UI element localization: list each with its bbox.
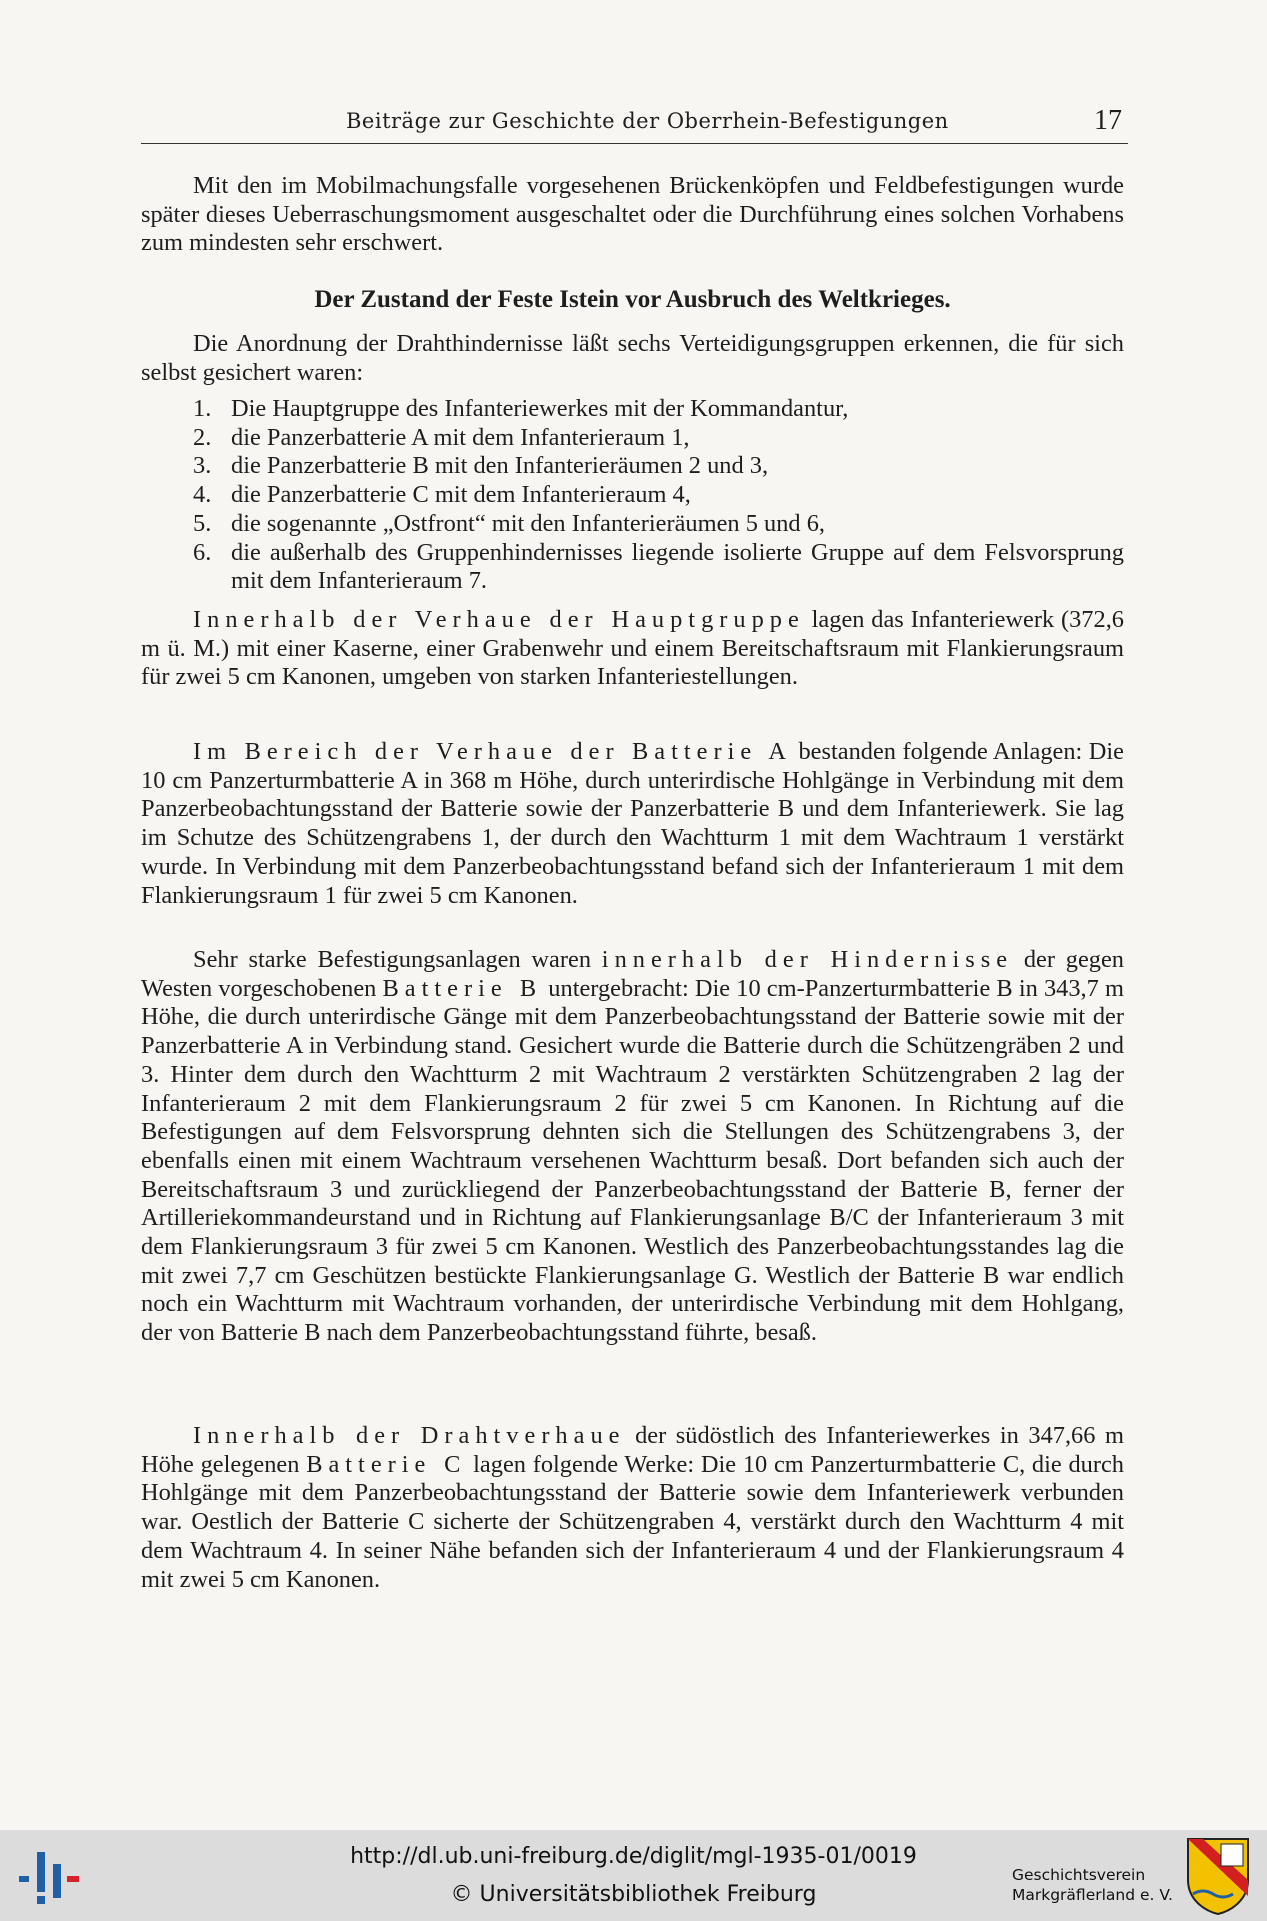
list-item — [141, 539, 1124, 596]
list-number: 5. — [193, 509, 212, 537]
list-text: die Panzerbatterie B mit den Infanterieräumen 2 und 3, — [231, 452, 769, 480]
list-text: die Panzerbatterie C mit dem Infanterieraum 4, — [231, 481, 691, 509]
spaced-emphasis: Im Bereich der Verhaue der Batterie A — [193, 738, 792, 765]
paragraph-battery-c-text — [141, 1422, 1124, 1594]
list-text: Die Hauptgruppe des Infanteriewerkes mit der Kommandantur, — [231, 395, 849, 422]
spaced-emphasis: Innerhalb der Drahtverhaue — [193, 1422, 626, 1449]
society-name — [1012, 1865, 1212, 1905]
list-item — [141, 424, 1124, 453]
paragraph-text: lagen das Infanteriewerk (372,6 m ü. M.) mit einer Kaserne, einer Grabenwehr und einem Bereitschaftsraum mit Flankierungsraum für zwei 5 cm Kanonen, umgeben von starken Infanteriestellungen. — [141, 606, 1124, 691]
spaced-emphasis: innerhalb der Hindernisse — [601, 946, 1014, 973]
spaced-emphasis: Innerhalb der Verhaue der Hauptgruppe — [193, 606, 805, 633]
running-header — [141, 103, 1128, 144]
spaced-emphasis: Batterie C — [306, 1450, 467, 1478]
paragraph-text: untergebracht: Die 10 cm-Panzerturmbatterie B in 343,7 m Höhe, die durch unterirdische Gänge mit dem Panzerbeobachtungsstand der Batterie sowie mit der Panzerbatterie A in Verbindung stand. Gesichert wurde die Batterie durch die Schützengräben 2 und 3. Hinter dem durch den Wachtturm 2 mit Wachtraum 2 verstärkten Schützengraben 2 lag der Infanterieraum 2 mit dem Flankierungsraum 2 für zwei 5 cm Kanonen. In Richtung auf die Befestigungen auf dem Felsvorsprung dehnten sich die Stellungen des Schützengrabens 3, der ebenfalls einen mit einem Wachtraum versehenen Wachtturm besaß. Dort befanden sich auch der Bereitschaftsraum 3 und zurückliegend der Panzerbeobachtungsstand der Batterie B, ferner der Artilleriekommandeurstand und in Richtung auf Flankierungsanlage B/C der Infanterieraum 3 mit dem Flankierungsraum 3 für zwei 5 cm Kanonen. Westlich des Panzerbeobachtungsstandes lag die mit zwei 7,7 cm Geschützen bestückte Flankierungsanlage G. Westlich der Batterie B war endlich noch ein Wachtturm mit Wachtraum vorhanden, der unterirdische Verbindung mit dem Hohlgang, der von Batterie B nach dem Panzerbeobachtungsstand führte, besaß. — [141, 974, 1124, 1347]
paragraph-text: der südöstlich des Infanteriewerkes in 347,66 m Höhe gelegenen — [141, 1422, 1125, 1478]
lead-paragraph-text: Die Anordnung der Drahthindernisse läßt sechs Verteidigungsgruppen erkennen, die für sich selbst gesichert waren: — [141, 330, 1124, 386]
spaced-emphasis: Batterie B — [382, 974, 543, 1002]
section-heading: Der Zustand der Feste Istein vor Ausbruch des Weltkrieges. — [314, 286, 951, 313]
intro-paragraph — [141, 172, 1124, 258]
list-item — [141, 452, 1124, 481]
paragraph-battery-a — [141, 738, 1124, 910]
list-number: 3. — [193, 452, 212, 480]
shield-quarter — [1221, 1844, 1243, 1866]
list-text: die sogenannte „Ostfront“ mit den Infanterieräumen 5 und 6, — [231, 509, 825, 537]
page-number: 17 — [1094, 105, 1122, 136]
intro-paragraph-text: Mit den im Mobilmachungsfalle vorgesehenen Brückenköpfen und Feldbefestigungen wurde später dieses Ueberraschungsmoment ausgeschaltet oder die Durchführung eines solchen Vorhabens zum mindesten sehr erschwert. — [141, 172, 1124, 257]
paragraph-battery-a-text — [141, 738, 1124, 910]
society-line-2: Markgräflerland e. V. — [1012, 1886, 1173, 1904]
paragraph-battery-b-text — [141, 946, 1124, 1348]
paragraph-text: Sehr starke Befestigungsanlagen waren — [193, 946, 602, 973]
group-list — [141, 395, 1124, 596]
copyright-text: © Universitätsbibliothek Freiburg — [450, 1882, 817, 1907]
list-text: die außerhalb des Gruppenhindernisses liegende isolierte Gruppe auf dem Felsvorsprung mit dem Infanterieraum 7. — [231, 538, 1124, 595]
permalink-link[interactable]: http://dl.ub.uni-freiburg.de/diglit/mgl-1935-01/0019 — [350, 1844, 917, 1869]
list-number: 6. — [193, 538, 212, 566]
running-title: Beiträge zur Geschichte der Oberrhein-Befestigungen — [346, 109, 949, 133]
paragraph-main-group — [141, 606, 1124, 692]
list-number: 2. — [193, 423, 212, 451]
list-item — [141, 510, 1124, 539]
list-text: die Panzerbatterie A mit dem Infanterieraum 1, — [231, 423, 690, 451]
paragraph-main-group-text — [141, 606, 1124, 692]
coat-of-arms-icon — [1185, 1836, 1251, 1916]
paragraph-text: der gegen Westen vorgeschobenen — [141, 946, 1125, 1002]
list-number: 4. — [193, 481, 212, 509]
list-item — [141, 395, 1124, 424]
viewer-footer — [0, 1830, 1267, 1921]
lead-paragraph — [141, 330, 1124, 387]
paragraph-text: bestanden folgende Anlagen: Die 10 cm Panzerturmbatterie A in 368 m Höhe, durch unterirdische Hohlgänge in Verbindung mit dem Panzerbeobachtungsstand der Batterie sowie der Panzerbatterie B und dem Infanteriewerk. Sie lag im Schutze des Schützengrabens 1, der durch den Wachtturm 1 mit dem Wachtraum 1 verstärkt wurde. In Verbindung mit dem Panzerbeobachtungsstand befand sich der Infanterieraum 1 mit dem Flankierungsraum 1 für zwei 5 cm Kanonen. — [141, 738, 1125, 909]
list-item — [141, 481, 1124, 510]
paragraph-text: lagen folgende Werke: Die 10 cm Panzerturmbatterie C, die durch Hohlgänge mit dem Panzerbeobachtungsstand der Batterie sowie dem Infanteriewerk verbunden war. Oestlich der Batterie C sicherte der Schützengraben 4, verstärkt durch den Wachtturm 4 mit dem Wachtraum 4. In seiner Nähe befanden sich der Infanterieraum 4 und der Flankierungsraum 4 mit zwei 5 cm Kanonen. — [141, 1450, 1124, 1593]
paragraph-battery-c — [141, 1422, 1124, 1594]
society-line-1: Geschichtsverein — [1012, 1866, 1146, 1884]
list-number: 1. — [193, 395, 212, 422]
paragraph-battery-b — [141, 946, 1124, 1348]
